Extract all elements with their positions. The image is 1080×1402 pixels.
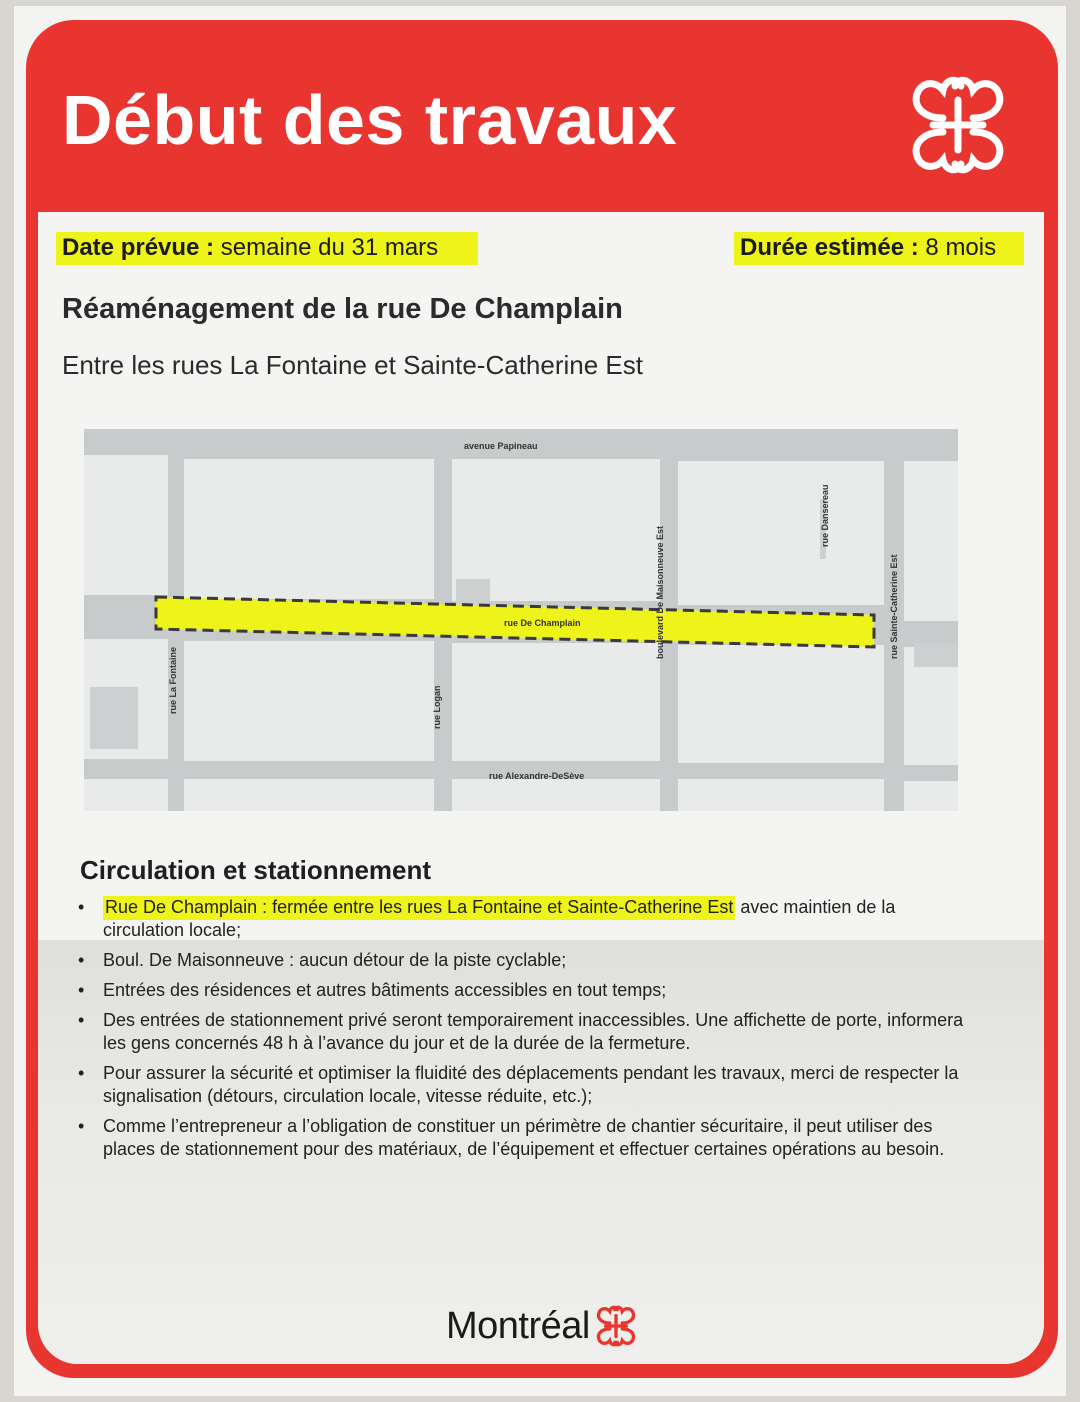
list-item: • Boul. De Maisonneuve : aucun détour de la piste cyclable;	[78, 950, 567, 970]
list-item: • Pour assurer la sécurité et optimiser la fluidité des déplacements pendant les travaux, merci de respecter la signalisation (détours, circulation locale, vitesse réduite, etc.);	[78, 1063, 959, 1106]
work-zone-map	[84, 429, 958, 811]
street-label-papineau: avenue Papineau	[464, 441, 538, 451]
montreal-flower-logo-icon	[593, 1303, 639, 1349]
city-block	[678, 779, 884, 811]
project-title: Réaménagement de la rue De Champlain	[62, 293, 623, 325]
city-block	[84, 455, 168, 595]
section-title: Circulation et stationnement	[80, 855, 432, 885]
estimated-duration	[734, 234, 1024, 262]
estimated-duration-value: 8 mois	[925, 234, 997, 261]
traffic-bullet-list	[76, 896, 966, 1168]
planned-date-label: Date prévue :	[62, 234, 215, 261]
city-block	[904, 461, 958, 621]
city-block	[184, 641, 434, 761]
street-label-maisonneuve: boulevard De Maisonneuve Est	[655, 525, 665, 659]
footer-brand-name: Montréal	[446, 1304, 590, 1347]
footer-brand	[446, 1300, 639, 1352]
notice-title: Début des travaux	[62, 81, 678, 159]
estimated-duration-label: Durée estimée :	[740, 234, 919, 261]
city-block	[452, 643, 660, 761]
building	[914, 643, 958, 667]
city-block	[678, 645, 884, 763]
street-label-saintecatherine: rue Sainte-Catherine Est	[889, 554, 899, 659]
list-item: • Entrées des résidences et autres bâtiments accessibles en tout temps;	[78, 980, 667, 1000]
list-item: • Rue De Champlain : fermée entre les rues La Fontaine et Sainte-Catherine Est avec maintien de la circulation locale;	[78, 897, 896, 940]
city-block	[904, 781, 958, 811]
city-block	[678, 461, 884, 605]
planned-date-value: semaine du 31 mars	[220, 234, 439, 261]
montreal-flower-logo-icon	[903, 70, 1013, 180]
city-block	[184, 459, 434, 599]
highlighted-text: Rue De Champlain : fermée entre les rues La Fontaine et Sainte-Catherine Est	[103, 896, 735, 920]
city-block	[84, 779, 168, 811]
project-segment: Entre les rues La Fontaine et Sainte-Catherine Est	[62, 350, 643, 380]
street-label-lafontaine: rue La Fontaine	[168, 646, 178, 714]
street-label-logan: rue Logan	[432, 685, 442, 729]
city-block	[452, 779, 660, 811]
list-item: • Comme l’entrepreneur a l’obligation de constituer un périmètre de chantier sécuritaire, il peut utiliser des places de stationnement pour des matériaux, de l’équipement et effectuer certaines opérations au besoin.	[78, 1116, 945, 1159]
street-label-alexandre: rue Alexandre-DeSève	[489, 771, 585, 781]
planned-date	[56, 234, 478, 262]
list-item: • Des entrées de stationnement privé seront temporairement inaccessibles. Une affichette de porte, informera les gens concernés 48 h à l’avance du jour et de la durée de la fermeture.	[78, 1010, 964, 1053]
city-block	[184, 779, 434, 811]
street-label-champlain: rue De Champlain	[504, 618, 581, 628]
building	[90, 687, 138, 749]
street-label-dansereau: rue Dansereau	[820, 484, 830, 547]
